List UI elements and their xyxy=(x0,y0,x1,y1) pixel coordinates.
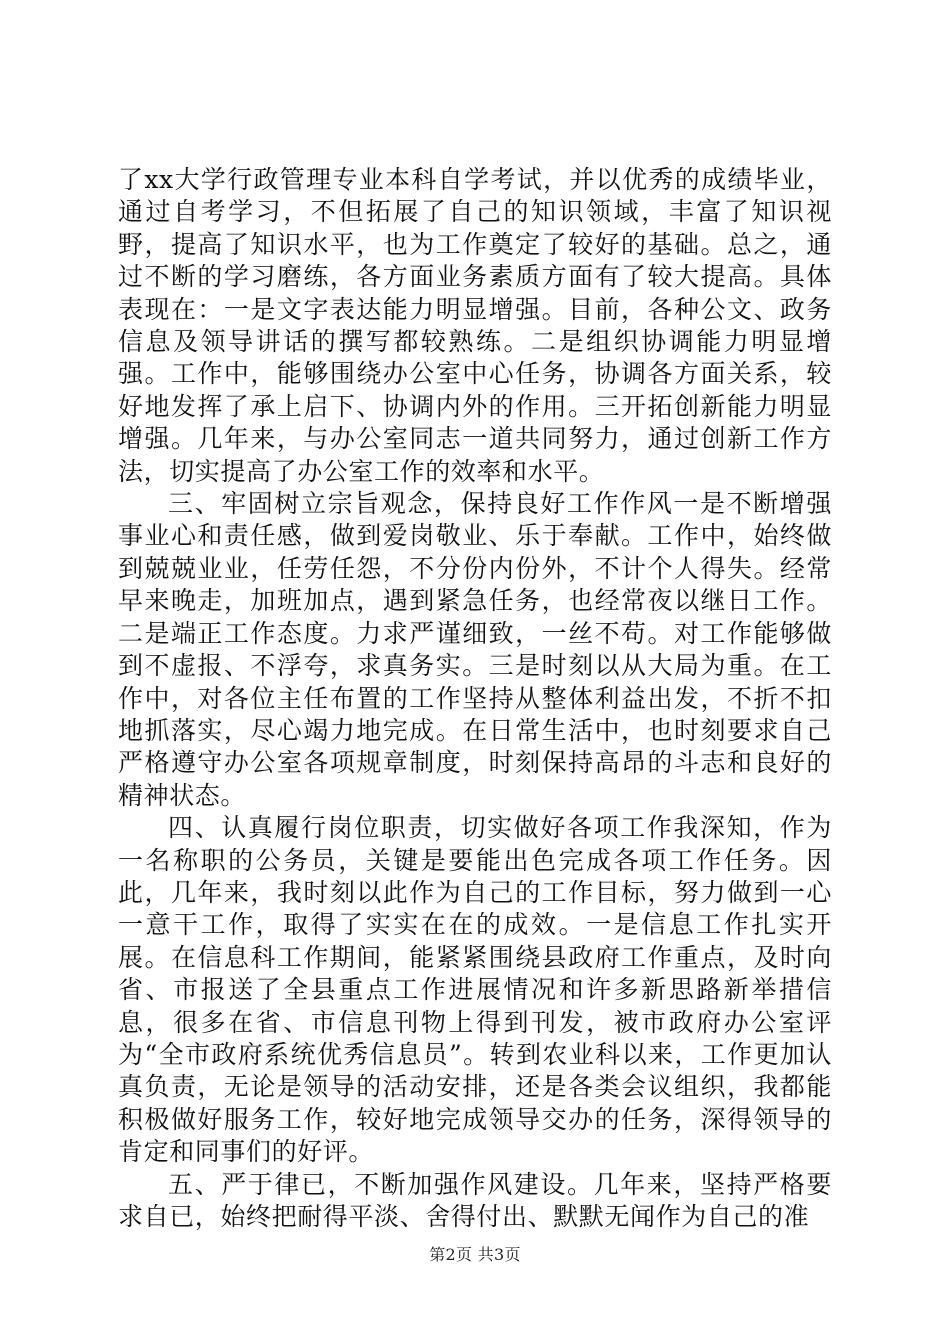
document-body xyxy=(118,164,832,1233)
paragraph-1: 了xx大学行政管理专业本科自学考试，并以优秀的成绩毕业，通过自考学习，不但拓展了自己的知识领域，丰富了知识视野，提高了知识水平，也为工作奠定了较好的基础。总之，通过不断的学习磨练，各方面业务素质方面有了较大提高。具体表现在：一是文字表达能力明显增强。目前，各种公文、政务信息及领导讲话的撰写都较熟练。二是组织协调能力明显增强。工作中，能够围绕办公室中心任务，协调各方面关系，较好地发挥了承上启下、协调内外的作用。三开拓创新能力明显增强。几年来，与办公室同志一道共同努力，通过创新工作方法，切实提高了办公室工作的效率和水平。 xyxy=(118,165,832,486)
paragraph-2: 三、牢固树立宗旨观念，保持良好工作作风一是不断增强事业心和责任感，做到爱岗敬业、乐于奉献。工作中，始终做到兢兢业业，任劳任怨，不分份内份外，不计个人得失。经常早来晚走，加班加点，遇到紧急任务，也经常夜以继日工作。二是端正工作态度。力求严谨细致，一丝不苟。对工作能够做到不虚报、不浮夸，求真务实。三是时刻以从大局为重。在工作中，对各位主任布置的工作坚持从整体利益出发，不折不扣地抓落实，尽心竭力地完成。在日常生活中，也时刻要求自己严格遵守办公室各项规章制度，时刻保持高昂的斗志和良好的精神状态。 xyxy=(118,489,832,810)
paragraph-3: 四、认真履行岗位职责，切实做好各项工作我深知，作为一名称职的公务员，关键是要能出色完成各项工作任务。因此，几年来，我时刻以此作为自己的工作目标，努力做到一心一意干工作，取得了实实在在的成效。一是信息工作扎实开展。在信息科工作期间，能紧紧围绕县政府工作重点，及时向省、市报送了全县重点工作进展情况和许多新思路新举措信息，很多在省、市信息刊物上得到刊发，被市政府办公室评为“全市政府系统优秀信息员”。转到农业科以来，工作更加认真负责，无论是领导的活动安排，还是各类会议组织，我都能积极做好服务工作，较好地完成领导交办的任务，深得领导的肯定和同事们的好评。 xyxy=(118,813,832,1167)
page-number-footer: 第2页 共3页 xyxy=(429,1245,521,1264)
paragraph-4: 五、严于律已，不断加强作风建设。几年来，坚持严格要求自已，始终把耐得平淡、舍得付出、默默无闻作为自己的准 xyxy=(118,1169,832,1231)
